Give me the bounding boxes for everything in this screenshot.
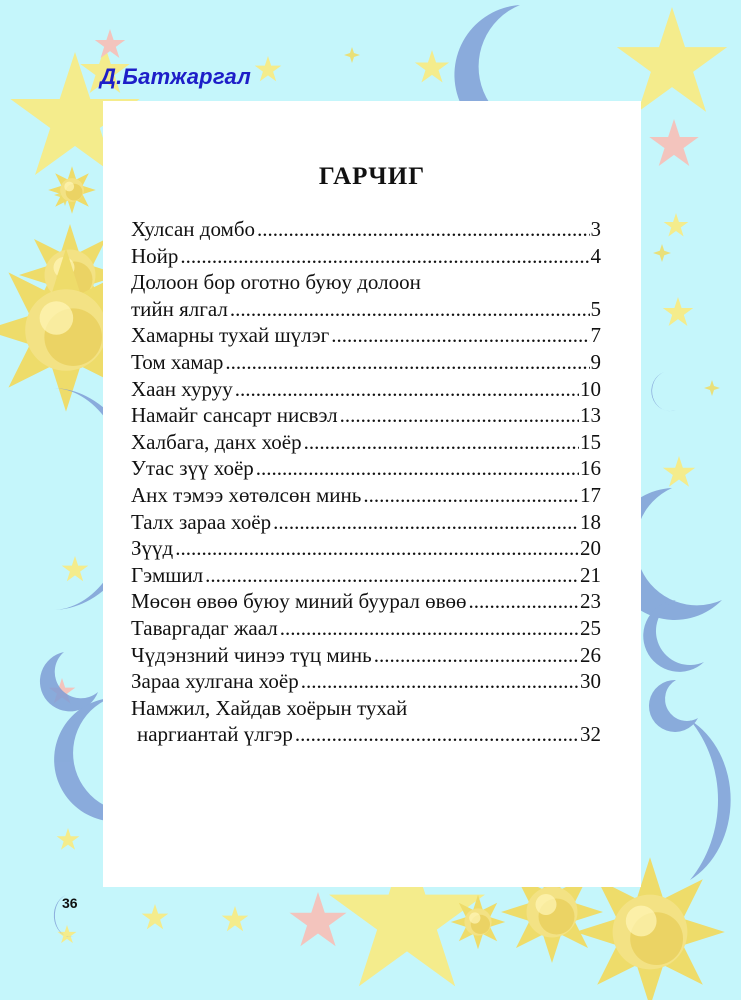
toc-entry-title: Чүдэнзний чинээ түц минь	[131, 642, 372, 667]
dot-leader	[295, 721, 579, 747]
toc-entry[interactable]	[131, 376, 601, 403]
toc-entry[interactable]	[131, 482, 601, 509]
toc-entry-page: 10	[580, 376, 601, 401]
toc-entry-title: Зүүд	[131, 536, 174, 561]
toc-entry-page: 7	[590, 323, 601, 348]
toc-entry-page: 18	[580, 509, 601, 534]
page-number: 36	[62, 895, 78, 911]
toc-entry-page: 23	[580, 589, 601, 614]
dot-leader	[363, 482, 579, 508]
toc-entry-title: Долоон бор оготно буюу долоон	[131, 270, 421, 295]
toc-entry[interactable]	[131, 615, 601, 642]
toc-entry[interactable]	[131, 243, 601, 270]
toc-entry-page: 3	[590, 217, 601, 241]
toc-entry-title: Намайг сансарт нисвэл	[131, 403, 338, 428]
dot-leader	[230, 296, 590, 322]
toc-entry-title: Халбага, данх хоёр	[131, 429, 302, 454]
dot-leader	[256, 455, 579, 481]
toc-entry-page: 9	[590, 349, 601, 374]
toc-entry-title: Таваргадаг жаал	[131, 615, 278, 640]
toc-entry-title: Хамарны тухай шүлэг	[131, 323, 330, 348]
toc-entry[interactable]	[131, 695, 601, 722]
toc-entry-title: наргиантай үлгэр	[137, 722, 293, 747]
toc-entry-title: Гэмшил	[131, 562, 204, 587]
toc-entry-title: Нойр	[131, 243, 179, 268]
toc-entry-page: 15	[580, 429, 601, 454]
toc-entry-title: Хулсан домбо	[131, 217, 256, 241]
dot-leader	[180, 243, 589, 269]
toc-entry[interactable]	[131, 642, 601, 669]
toc-entry-title: Намжил, Хайдав хоёрын тухай	[131, 695, 408, 720]
toc-entry-page: 32	[580, 722, 601, 747]
toc-entry-title: Хаан хуруу	[131, 376, 233, 401]
toc-entry-page: 16	[580, 456, 601, 481]
toc-entry-title: Утас зүү хоёр	[131, 456, 254, 481]
toc-entry-page: 25	[580, 615, 601, 640]
dot-leader	[304, 429, 579, 455]
page-title: ГАРЧИГ	[318, 163, 426, 190]
toc-entry-page: 20	[580, 536, 601, 561]
dot-leader	[273, 509, 579, 535]
toc-entry[interactable]	[131, 216, 601, 243]
toc-entry-title: Талх зараа хоёр	[131, 509, 272, 534]
toc-entry[interactable]	[131, 668, 601, 695]
toc-entry[interactable]	[131, 429, 601, 456]
toc-entry-title: тийн ялгал	[131, 296, 228, 321]
dot-leader	[205, 562, 579, 588]
toc-entry-title: Зараа хулгана хоёр	[131, 669, 299, 694]
toc-entry[interactable]	[131, 509, 601, 536]
dot-leader	[175, 535, 579, 561]
dot-leader	[235, 376, 579, 402]
toc-entry[interactable]	[131, 535, 601, 562]
dot-leader	[301, 668, 579, 694]
dot-leader	[374, 642, 579, 668]
toc-entry-page: 13	[580, 403, 601, 428]
toc-entry[interactable]	[131, 455, 601, 482]
toc-entry-page: 21	[580, 562, 601, 587]
toc-entry-title: Анх тэмээ хөтөлсөн минь	[131, 482, 362, 507]
toc-entry[interactable]	[131, 721, 601, 748]
toc-entry[interactable]	[131, 296, 601, 323]
dot-leader	[331, 322, 589, 348]
toc-entry[interactable]	[131, 562, 601, 589]
dot-leader	[340, 402, 579, 428]
toc-entry-title: Том хамар	[131, 349, 224, 374]
toc-entry-page: 17	[580, 482, 601, 507]
toc-entry[interactable]	[131, 588, 601, 615]
dot-leader	[225, 349, 589, 375]
toc-entry-page: 4	[590, 243, 601, 268]
dot-leader	[469, 588, 580, 614]
toc-entry[interactable]	[131, 349, 601, 376]
toc-entry-page: 30	[580, 669, 601, 694]
author-name: Д.Батжаргал	[100, 64, 252, 89]
toc-entry-page: 5	[590, 296, 601, 321]
toc-entry[interactable]	[131, 322, 601, 349]
table-of-contents	[131, 216, 601, 748]
toc-entry-page: 26	[580, 642, 601, 667]
toc-entry[interactable]	[131, 269, 601, 296]
dot-leader	[280, 615, 579, 641]
toc-entry[interactable]	[131, 402, 601, 429]
dot-leader	[257, 216, 589, 242]
toc-entry-title: Мөсөн өвөө буюу миний буурал өвөө	[131, 589, 467, 614]
